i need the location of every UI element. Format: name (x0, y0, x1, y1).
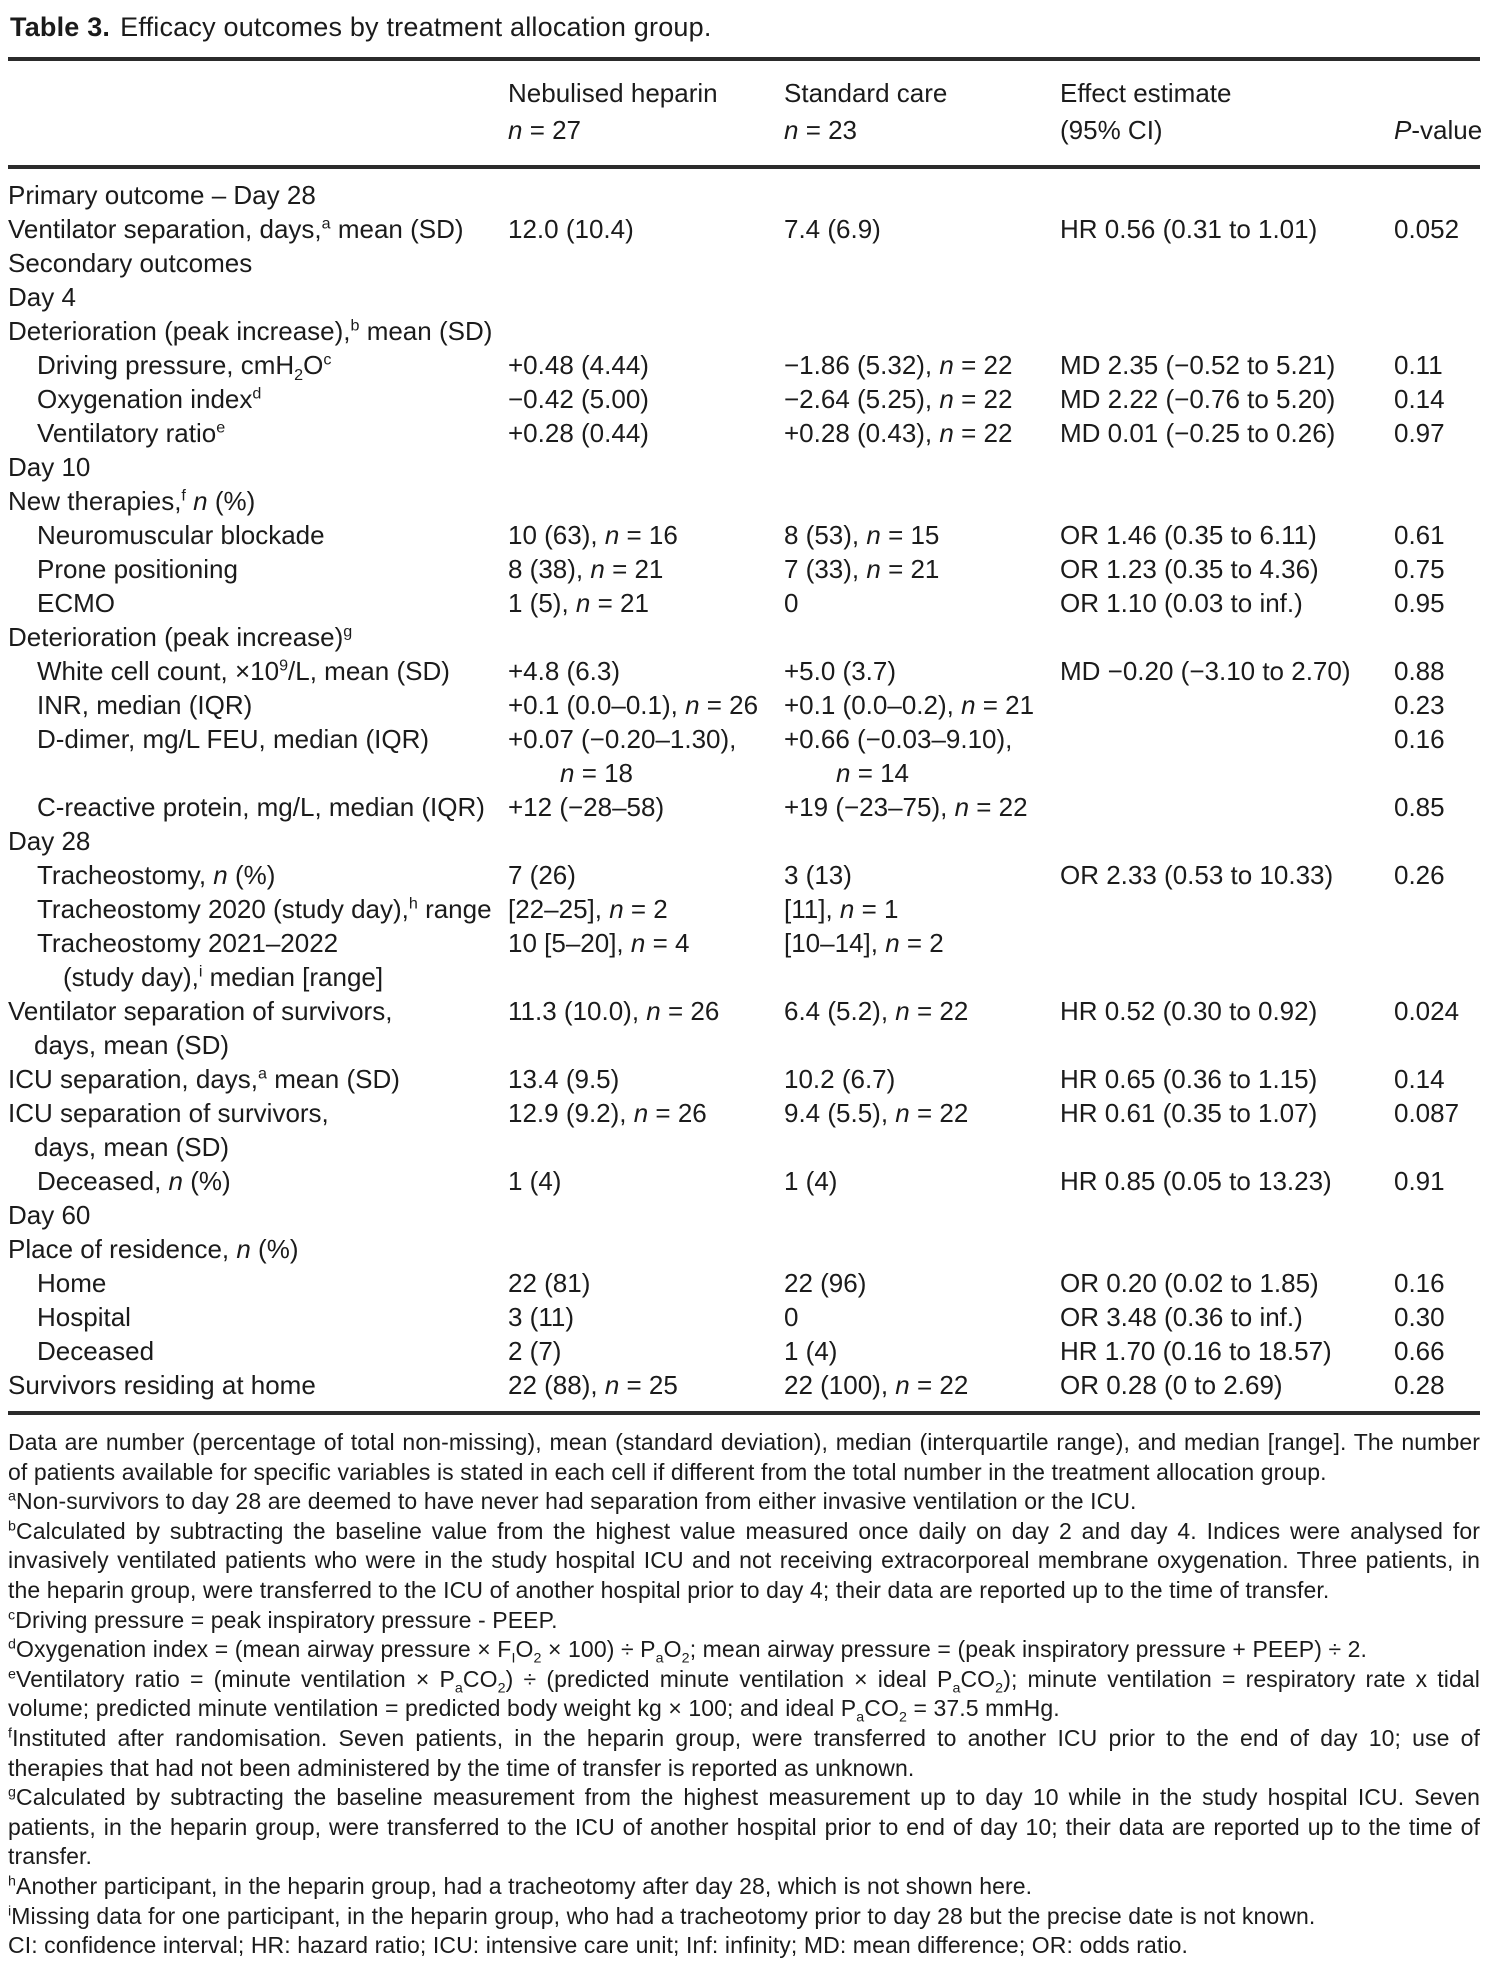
table-body (8, 167, 1480, 1413)
nebulised-heparin-cell (508, 1198, 784, 1232)
pvalue-cell: 0.16 (1394, 1268, 1445, 1299)
pvalue-cell: 0.91 (1394, 1166, 1445, 1197)
standard-care-cell: 0 (784, 1302, 799, 1333)
row-label: Primary outcome – Day 28 (8, 180, 316, 211)
section-row (8, 824, 1480, 858)
pvalue-cell: 0.97 (1394, 418, 1445, 449)
pvalue-cell: 0.26 (1394, 860, 1445, 891)
table-row (8, 1164, 1480, 1198)
pvalue-cell (1394, 246, 1480, 280)
nebulised-heparin-cell: 13.4 (9.5) (508, 1064, 620, 1095)
nebulised-heparin-cell: 1 (4) (508, 1166, 562, 1197)
efficacy-outcomes-table (8, 57, 1483, 1415)
nebulised-heparin-cell: 1 (5), n = 21 (508, 588, 649, 619)
section-row (8, 167, 1480, 212)
footnote: $^d$Oxygenation index = (mean airway pressure × $F_IO_2 \times 100) \div P_aO_2$; mean airway pressure = (peak inspiratory pressure + PEEP) ÷ 2. (8, 1636, 1368, 1667)
standard-care-cell: 0 (784, 588, 799, 619)
standard-care-cell: 1 (4) (784, 1336, 838, 1367)
effect-estimate-cell: OR 1.46 (0.35 to 6.11) (1060, 520, 1317, 551)
row-label: Hospital (37, 1302, 131, 1333)
table-row (8, 1334, 1480, 1368)
effect-estimate-cell: HR 1.70 (0.16 to 18.57) (1060, 1336, 1332, 1367)
standard-care-cell: 1 (4) (784, 1166, 838, 1197)
nebulised-heparin-cell (508, 1232, 784, 1266)
effect-estimate-cell: MD 2.22 (−0.76 to 5.20) (1060, 384, 1336, 415)
effect-estimate-cell (1060, 824, 1394, 858)
nebulised-heparin-cell (508, 620, 784, 654)
pvalue-cell: 0.11 (1394, 350, 1443, 381)
nebulised-heparin-cell: 10 [5–20], n = 4 (508, 928, 690, 959)
nebulised-heparin-cell: 7 (26) (508, 860, 576, 891)
table-title-text: Efficacy outcomes by treatment allocation group. (120, 12, 712, 42)
standard-care-cell: [11], n = 1 (784, 894, 899, 925)
table-row (8, 518, 1480, 552)
standard-care-cell: 10.2 (6.7) (784, 1064, 896, 1095)
row-label: Survivors residing at home (8, 1370, 316, 1401)
header-row (8, 59, 1480, 167)
standard-care-cell: +5.0 (3.7) (784, 656, 897, 687)
row-label: Day 10 (8, 452, 91, 483)
footnote: $^a$Non-survivors to day 28 are deemed to have never had separation from either invasive ventilation or the ICU. (8, 1488, 1137, 1515)
row-label: INR, median (IQR) (37, 690, 253, 721)
row-label: C-reactive protein, mg/L, median (IQR) (37, 792, 485, 823)
table-row (8, 1266, 1480, 1300)
nebulised-heparin-cell: 3 (11) (508, 1302, 574, 1333)
nebulised-heparin-cell: 12.0 (10.4) (508, 214, 634, 245)
footnote: Data are number (percentage of total non-missing), mean (standard deviation), median (interquartile range), and median [range]. The number of patients available for specific variables is stated in each cell if different from the total number in the treatment allocation group. (8, 1429, 1480, 1485)
nebulised-heparin-cell: 12.9 (9.2), n = 26 (508, 1098, 707, 1129)
table-number-label: Table 3. (10, 12, 111, 42)
table-row (8, 926, 1480, 994)
nebulised-heparin-cell (508, 314, 784, 348)
pvalue-cell (1394, 824, 1480, 858)
standard-care-cell (784, 314, 1060, 348)
effect-estimate-cell (1060, 1232, 1394, 1266)
effect-estimate-cell (1060, 450, 1394, 484)
nebulised-heparin-cell: 22 (88), n = 25 (508, 1370, 678, 1401)
pvalue-cell (1394, 620, 1480, 654)
nebulised-heparin-cell: +4.8 (6.3) (508, 656, 621, 687)
row-label: ICU separation, days,$^a$ mean (SD) (8, 1064, 400, 1095)
pvalue-cell: 0.95 (1394, 588, 1445, 619)
effect-estimate-cell: HR 0.65 (0.36 to 1.15) (1060, 1064, 1318, 1095)
footnote: $^g$Calculated by subtracting the baseline measurement from the highest measurement up to day 10 while in the study hospital ICU. Seven patients, in the heparin group, were transferred to the ICU of another hospital prior to end of day 10; their data are reported up to the time of transfer. (8, 1784, 1480, 1870)
section-row (8, 314, 1480, 348)
effect-estimate-cell (1060, 280, 1394, 314)
standard-care-cell: 3 (13) (784, 860, 852, 891)
standard-care-cell (784, 450, 1060, 484)
footnote: $^h$Another participant, in the heparin group, had a tracheotomy after day 28, which is not shown here. (8, 1873, 1033, 1899)
nebulised-heparin-cell (508, 450, 784, 484)
nebulised-heparin-cell: 22 (81) (508, 1268, 591, 1299)
table-row (8, 586, 1480, 620)
standard-care-cell: 22 (96) (784, 1268, 867, 1299)
effect-estimate-cell (1060, 790, 1394, 824)
effect-estimate-cell: MD 0.01 (−0.25 to 0.26) (1060, 418, 1336, 449)
row-label: Deceased (37, 1336, 155, 1367)
row-label: Day 4 (8, 282, 76, 313)
row-label: Oxygenation index$^d$ (37, 384, 262, 415)
effect-estimate-cell: HR 0.56 (0.31 to 1.01) (1060, 214, 1318, 245)
footnote: $^i$Missing data for one participant, in the heparin group, who had a tracheotomy prior to day 28 but the precise date is not known. (8, 1902, 1316, 1929)
pvalue-cell: 0.14 (1394, 1064, 1445, 1095)
table-row (8, 654, 1480, 688)
nebulised-heparin-cell: 10 (63), n = 16 (508, 520, 678, 551)
col-header-standard-care: Standard care n = 23 (784, 78, 948, 146)
footnote: $^b$Calculated by subtracting the baseline value from the highest value measured once daily on day 2 and day 4. Indices were analysed for invasively ventilated patients who were in the study hospital ICU and not receiving extracorporeal membrane oxygenation. Three patients, in the heparin group, were transferred to the ICU of another hospital prior to day 4; their data are reported up to the time of transfer. (8, 1517, 1480, 1604)
table-row (8, 688, 1480, 722)
standard-care-cell: +0.66 (−0.03–9.10), n = 14 (784, 724, 1013, 789)
pvalue-cell (1394, 1198, 1480, 1232)
table-row (8, 1062, 1480, 1096)
row-label: Deterioration (peak increase)$^g$ (8, 622, 353, 653)
table-caption (10, 10, 1480, 45)
pvalue-cell: 0.16 (1394, 724, 1445, 755)
standard-care-cell (784, 484, 1060, 518)
row-label: Deterioration (peak increase),$^b$ mean (SD) (8, 316, 493, 347)
footnote: $^e$Ventilatory ratio = (minute ventilation × $P_aCO_2$) ÷ (predicted minute ventilation × ideal $P_aCO_2$); minute ventilation = respiratory rate x tidal volume; predicted minute ventilation = predicted body weight kg × 100; and ideal $P_aCO_2 = 37.5$ mmHg. (8, 1665, 1480, 1727)
effect-estimate-cell (1060, 1198, 1394, 1232)
row-label: Driving pressure, $cmH_2O^c$ (37, 350, 332, 385)
pvalue-cell: 0.087 (1394, 1098, 1460, 1129)
table-row (8, 416, 1480, 450)
footnote: CI: confidence interval; HR: hazard ratio; ICU: intensive care unit; Inf: infinity; MD: mean difference; OR: odds ratio. (8, 1932, 1188, 1959)
section-row (8, 280, 1480, 314)
standard-care-cell: 6.4 (5.2), n = 22 (784, 996, 969, 1027)
footnote: $^f$Instituted after randomisation. Seven patients, in the heparin group, were transferred to another ICU prior to the end of day 10; use of therapies that had not been administered by the time of transfer is reported as unknown. (8, 1725, 1480, 1781)
table-row (8, 1368, 1480, 1413)
standard-care-cell: 8 (53), n = 15 (784, 520, 940, 551)
standard-care-cell (784, 246, 1060, 280)
nebulised-heparin-cell: −0.42 (5.00) (508, 384, 649, 415)
effect-estimate-cell (1060, 314, 1394, 348)
row-label: Tracheostomy 2020 (study day),$^h$ range (37, 894, 492, 925)
col-header-rowlabel (8, 59, 508, 167)
effect-estimate-cell (1060, 892, 1394, 926)
row-label: ICU separation of survivors, days, mean (SD) (8, 1098, 329, 1163)
pvalue-cell (1394, 167, 1480, 212)
effect-estimate-cell (1060, 484, 1394, 518)
row-label: Ventilator separation, days,$^a$ mean (SD) (8, 214, 464, 245)
effect-estimate-cell: HR 0.52 (0.30 to 0.92) (1060, 996, 1318, 1027)
pvalue-cell: 0.85 (1394, 792, 1445, 823)
standard-care-cell: +19 (−23–75), n = 22 (784, 792, 1028, 823)
row-label: Ventilator separation of survivors, days, mean (SD) (8, 996, 393, 1061)
nebulised-heparin-cell (508, 280, 784, 314)
pvalue-cell: 0.66 (1394, 1336, 1445, 1367)
table-row (8, 1096, 1480, 1164)
standard-care-cell (784, 620, 1060, 654)
effect-estimate-cell: HR 0.61 (0.35 to 1.07) (1060, 1098, 1318, 1129)
footnote: $^c$Driving pressure = peak inspiratory pressure - PEEP. (8, 1606, 558, 1633)
nebulised-heparin-cell: +12 (−28–58) (508, 792, 665, 823)
col-header-pvalue: P-value (1394, 115, 1483, 146)
row-label: Tracheostomy, n (%) (37, 860, 276, 891)
standard-care-cell (784, 1232, 1060, 1266)
row-label: Secondary outcomes (8, 248, 253, 279)
nebulised-heparin-cell: 11.3 (10.0), n = 26 (508, 996, 720, 1027)
pvalue-cell: 0.14 (1394, 384, 1445, 415)
row-label: Neuromuscular blockade (37, 520, 325, 551)
pvalue-cell: 0.28 (1394, 1370, 1445, 1401)
table-row (8, 858, 1480, 892)
effect-estimate-cell: OR 3.48 (0.36 to inf.) (1060, 1302, 1303, 1333)
row-label: Tracheostomy 2021–2022 (study day),$^i$ median [range] (37, 928, 384, 993)
table-row (8, 892, 1480, 926)
standard-care-cell (784, 824, 1060, 858)
nebulised-heparin-cell: +0.07 (−0.20–1.30), n = 18 (508, 724, 737, 789)
nebulised-heparin-cell (508, 824, 784, 858)
row-label: White cell count, $\times 10^9/L$, mean (SD) (37, 656, 450, 687)
section-row (8, 1232, 1480, 1266)
effect-estimate-cell: OR 2.33 (0.53 to 10.33) (1060, 860, 1334, 891)
table-row (8, 722, 1480, 790)
standard-care-cell: 7.4 (6.9) (784, 214, 881, 245)
nebulised-heparin-cell: [22–25], n = 2 (508, 894, 668, 925)
pvalue-cell (1394, 450, 1480, 484)
effect-estimate-cell: MD −0.20 (−3.10 to 2.70) (1060, 656, 1351, 687)
effect-estimate-cell (1060, 167, 1394, 212)
standard-care-cell: +0.1 (0.0–0.2), n = 21 (784, 690, 1035, 721)
nebulised-heparin-cell: 2 (7) (508, 1336, 562, 1367)
effect-estimate-cell (1060, 688, 1394, 722)
row-label: Ventilatory ratio$^e$ (37, 418, 226, 449)
pvalue-cell: 0.052 (1394, 214, 1460, 245)
nebulised-heparin-cell: 8 (38), n = 21 (508, 554, 664, 585)
table-row (8, 552, 1480, 586)
row-label: Day 28 (8, 826, 91, 857)
standard-care-cell (784, 280, 1060, 314)
nebulised-heparin-cell (508, 246, 784, 280)
nebulised-heparin-cell: +0.1 (0.0–0.1), n = 26 (508, 690, 759, 721)
nebulised-heparin-cell (508, 167, 784, 212)
standard-care-cell: [10–14], n = 2 (784, 928, 944, 959)
effect-estimate-cell: OR 0.20 (0.02 to 1.85) (1060, 1268, 1319, 1299)
effect-estimate-cell: MD 2.35 (−0.52 to 5.21) (1060, 350, 1336, 381)
row-label: Day 60 (8, 1200, 91, 1231)
nebulised-heparin-cell: +0.28 (0.44) (508, 418, 649, 449)
standard-care-cell: 22 (100), n = 22 (784, 1370, 969, 1401)
pvalue-cell: 0.23 (1394, 690, 1445, 721)
row-label: ECMO (37, 588, 115, 619)
pvalue-cell (1394, 314, 1480, 348)
pvalue-cell: 0.024 (1394, 996, 1460, 1027)
pvalue-cell (1394, 484, 1480, 518)
table-row (8, 994, 1480, 1062)
pvalue-cell (1394, 892, 1480, 926)
effect-estimate-cell (1060, 722, 1394, 790)
effect-estimate-cell (1060, 246, 1394, 280)
nebulised-heparin-cell: +0.48 (4.44) (508, 350, 649, 381)
pvalue-cell: 0.61 (1394, 520, 1445, 551)
section-row (8, 450, 1480, 484)
standard-care-cell: 7 (33), n = 21 (784, 554, 940, 585)
table-row (8, 790, 1480, 824)
effect-estimate-cell (1060, 926, 1394, 994)
nebulised-heparin-cell (508, 484, 784, 518)
section-row (8, 620, 1480, 654)
row-label: Place of residence, n (%) (8, 1234, 299, 1265)
effect-estimate-cell: HR 0.85 (0.05 to 13.23) (1060, 1166, 1332, 1197)
table-row (8, 212, 1480, 246)
standard-care-cell: 9.4 (5.5), n = 22 (784, 1098, 969, 1129)
effect-estimate-cell: OR 0.28 (0 to 2.69) (1060, 1370, 1283, 1401)
standard-care-cell (784, 167, 1060, 212)
standard-care-cell: +0.28 (0.43), n = 22 (784, 418, 1013, 449)
table-row (8, 382, 1480, 416)
standard-care-cell: −2.64 (5.25), n = 22 (784, 384, 1013, 415)
standard-care-cell (784, 1198, 1060, 1232)
table-header (8, 59, 1483, 167)
pvalue-cell (1394, 1232, 1480, 1266)
effect-estimate-cell: OR 1.10 (0.03 to inf.) (1060, 588, 1303, 619)
row-label: New therapies,$^f$ n (%) (8, 486, 256, 517)
row-label: Home (37, 1268, 107, 1299)
pvalue-cell (1394, 280, 1480, 314)
section-row (8, 246, 1480, 280)
col-header-effect-estimate: Effect estimate (95% CI) (1060, 78, 1232, 146)
standard-care-cell: −1.86 (5.32), n = 22 (784, 350, 1013, 381)
pvalue-cell (1394, 926, 1480, 994)
effect-estimate-cell (1060, 620, 1394, 654)
table-row (8, 1300, 1480, 1334)
table-row (8, 348, 1480, 382)
footnotes (8, 1428, 1480, 1961)
pvalue-cell: 0.30 (1394, 1302, 1445, 1333)
row-label: Deceased, n (%) (37, 1166, 231, 1197)
row-label: Prone positioning (37, 554, 238, 585)
col-header-nebulised-heparin: Nebulised heparin n = 27 (508, 78, 718, 146)
pvalue-cell: 0.75 (1394, 554, 1445, 585)
row-label: D-dimer, mg/L FEU, median (IQR) (37, 724, 430, 755)
section-row (8, 484, 1480, 518)
pvalue-cell: 0.88 (1394, 656, 1445, 687)
section-row (8, 1198, 1480, 1232)
effect-estimate-cell: OR 1.23 (0.35 to 4.36) (1060, 554, 1319, 585)
